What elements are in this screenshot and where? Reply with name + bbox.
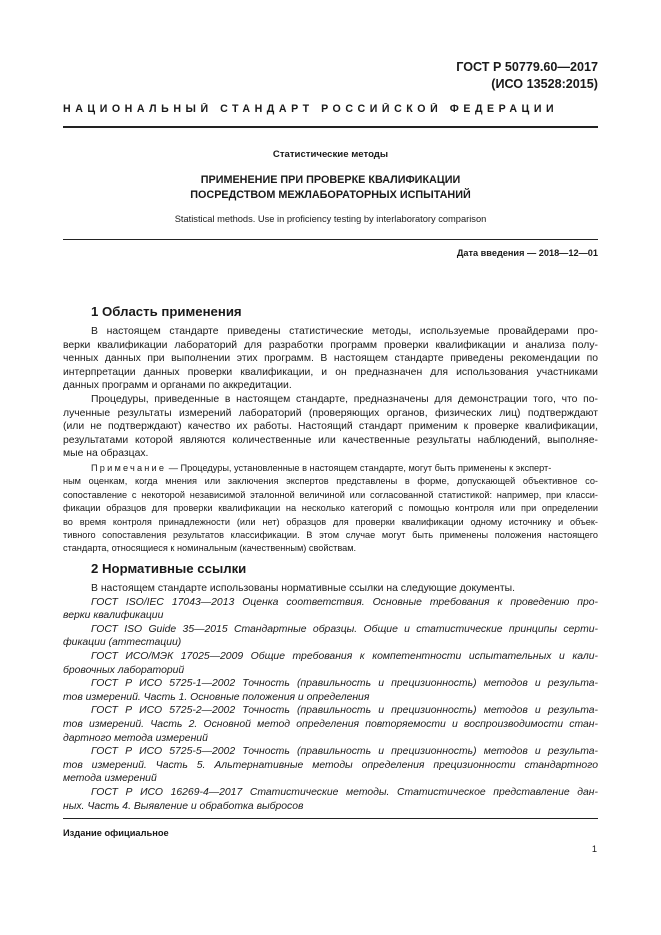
text-line <box>63 462 598 475</box>
title-line: ПРИМЕНЕНИЕ ПРИ ПРОВЕРКЕ КВАЛИФИКАЦИИ <box>200 174 461 186</box>
text-line: мые на образцах. <box>63 448 149 460</box>
footer-rule <box>63 818 598 819</box>
reference-line: ГОСТ Р ИСО 5725-5—2002 Точность (правильность и прецизионность) методов и результа- <box>91 746 598 758</box>
title-line: ПОСРЕДСТВОМ МЕЖЛАБОРАТОРНЫХ ИСПЫТАНИЙ <box>190 189 471 201</box>
note-label: Примечание <box>91 463 167 473</box>
text-line: Процедуры, приведенные в настоящем стандарте, предназначены для демонстрации того, что по- <box>91 394 598 405</box>
text-line: В настоящем стандарте приведены статистические методы, используемые провайдерами про- <box>91 326 598 337</box>
reference-line: дартного метода измерений <box>63 732 208 744</box>
reference-line: ГОСТ Р ИСО 5725-1—2002 Точность (правильность и прецизионность) методов и результа- <box>91 678 598 690</box>
section1-paragraph1 <box>63 325 598 393</box>
reference-line: ГОСТ ISO/IEC 17043—2013 Оценка соответствия. Основные требования к проведению про- <box>91 596 598 608</box>
reference-line: ГОСТ Р ИСО 5725-2—2002 Точность (правильность и прецизионность) методов и результа- <box>91 705 598 717</box>
section2-body <box>63 582 598 813</box>
reference-line: тов измерений. Часть 5. Альтернативные методы определения прецизионности стандартного <box>63 759 598 771</box>
section1-heading: 1 Область применения <box>91 304 242 319</box>
text-line: результатами которой являются количественные или качественные результаты наблюдений, выполняе- <box>63 434 598 446</box>
title-rule <box>63 239 598 240</box>
national-standard-banner: НАЦИОНАЛЬНЫЙ СТАНДАРТ РОССИЙСКОЙ ФЕДЕРАЦИИ <box>63 103 559 115</box>
reference-line: фикации (аттестации) <box>63 637 182 649</box>
text-line: фикации образцов для проверки квалификации на несколько категорий с помощью контроля или при определении <box>63 503 598 514</box>
reference-line: ГОСТ ИСО/МЭК 17025—2009 Общие требования к компетентности испытательных и кали- <box>91 650 598 662</box>
section1-paragraph2 <box>63 393 598 461</box>
text-line: данных программ и органами по аккредитации. <box>63 380 292 392</box>
note-text: — Процедуры, установленные в настоящем стандарте, могут быть применены к эксперт- <box>166 463 552 473</box>
subject-line: Статистические методы <box>272 149 389 160</box>
effective-date: Дата введения — 2018—12—01 <box>456 248 598 258</box>
text-line: во время контроля принадлежности (или нет) образцов для проверки квалификации одному источнику и объек- <box>63 516 598 527</box>
text-line: стандарта, относящиеся к номинальным (качественным) свойствам. <box>63 543 357 554</box>
header-rule <box>63 126 598 128</box>
text-line: верки квалификации лабораторий для разработки программ проверки квалификации и анализа полу- <box>63 339 598 351</box>
reference-line: ГОСТ Р ИСО 16269-4—2017 Статистические методы. Статистическое представление дан- <box>91 786 598 798</box>
reference-line: тов измерений. Часть 2. Основной метод определения повторяемости и воспроизводимости стан- <box>63 718 598 730</box>
reference-line: бровочных лабораторий <box>63 664 185 676</box>
reference-line: тов измерений. Часть 1. Основные положения и определения <box>63 691 370 703</box>
document-title <box>63 173 598 203</box>
section1-note <box>63 462 598 556</box>
text-line: интерпретации данных проверки квалификации, и он предназначен для использования участниками <box>63 366 598 378</box>
section2-heading: 2 Нормативные ссылки <box>91 561 247 576</box>
text-line: В настоящем стандарте использованы нормативные ссылки на следующие документы. <box>91 583 515 594</box>
official-edition-label: Издание официальное <box>63 828 169 838</box>
text-line: тивного сопоставления результатов классификации. В этом случае могут быть применены положения настоящего <box>63 529 598 540</box>
page-number: 1 <box>591 844 597 854</box>
iso-equivalent: (ИСО 13528:2015) <box>491 77 598 91</box>
reference-line: ГОСТ ISO Guide 35—2015 Стандартные образцы. Общие и статистические принципы серти- <box>91 623 598 635</box>
english-title: Statistical methods. Use in proficiency testing by interlaboratory comparison <box>174 214 487 224</box>
text-line: (или не подтверждают) качество их работы. Настоящий стандарт применим к проверке квалификации, <box>63 421 598 433</box>
reference-line: метода измерений <box>63 773 157 785</box>
text-line: сопоставление с некоторой независимой эталонной величиной или согласованной статистикой: например, при класси- <box>63 489 598 500</box>
text-line: лученные результаты измерений лабораторий (проверяющих органов, физических лиц) подтверждают <box>63 407 598 419</box>
standard-code: ГОСТ Р 50779.60—2017 <box>456 60 598 74</box>
reference-line: верки квалификации <box>63 610 164 622</box>
reference-line: ных. Часть 4. Выявление и обработка выбросов <box>63 800 304 812</box>
text-line: ченных данных при выполнении этих программ. В настоящем стандарте приведены рекомендации по <box>63 353 598 365</box>
text-line: ным оценкам, когда мнения или заключения экспертов представлены в форме, допускающей объективное со- <box>63 476 598 487</box>
